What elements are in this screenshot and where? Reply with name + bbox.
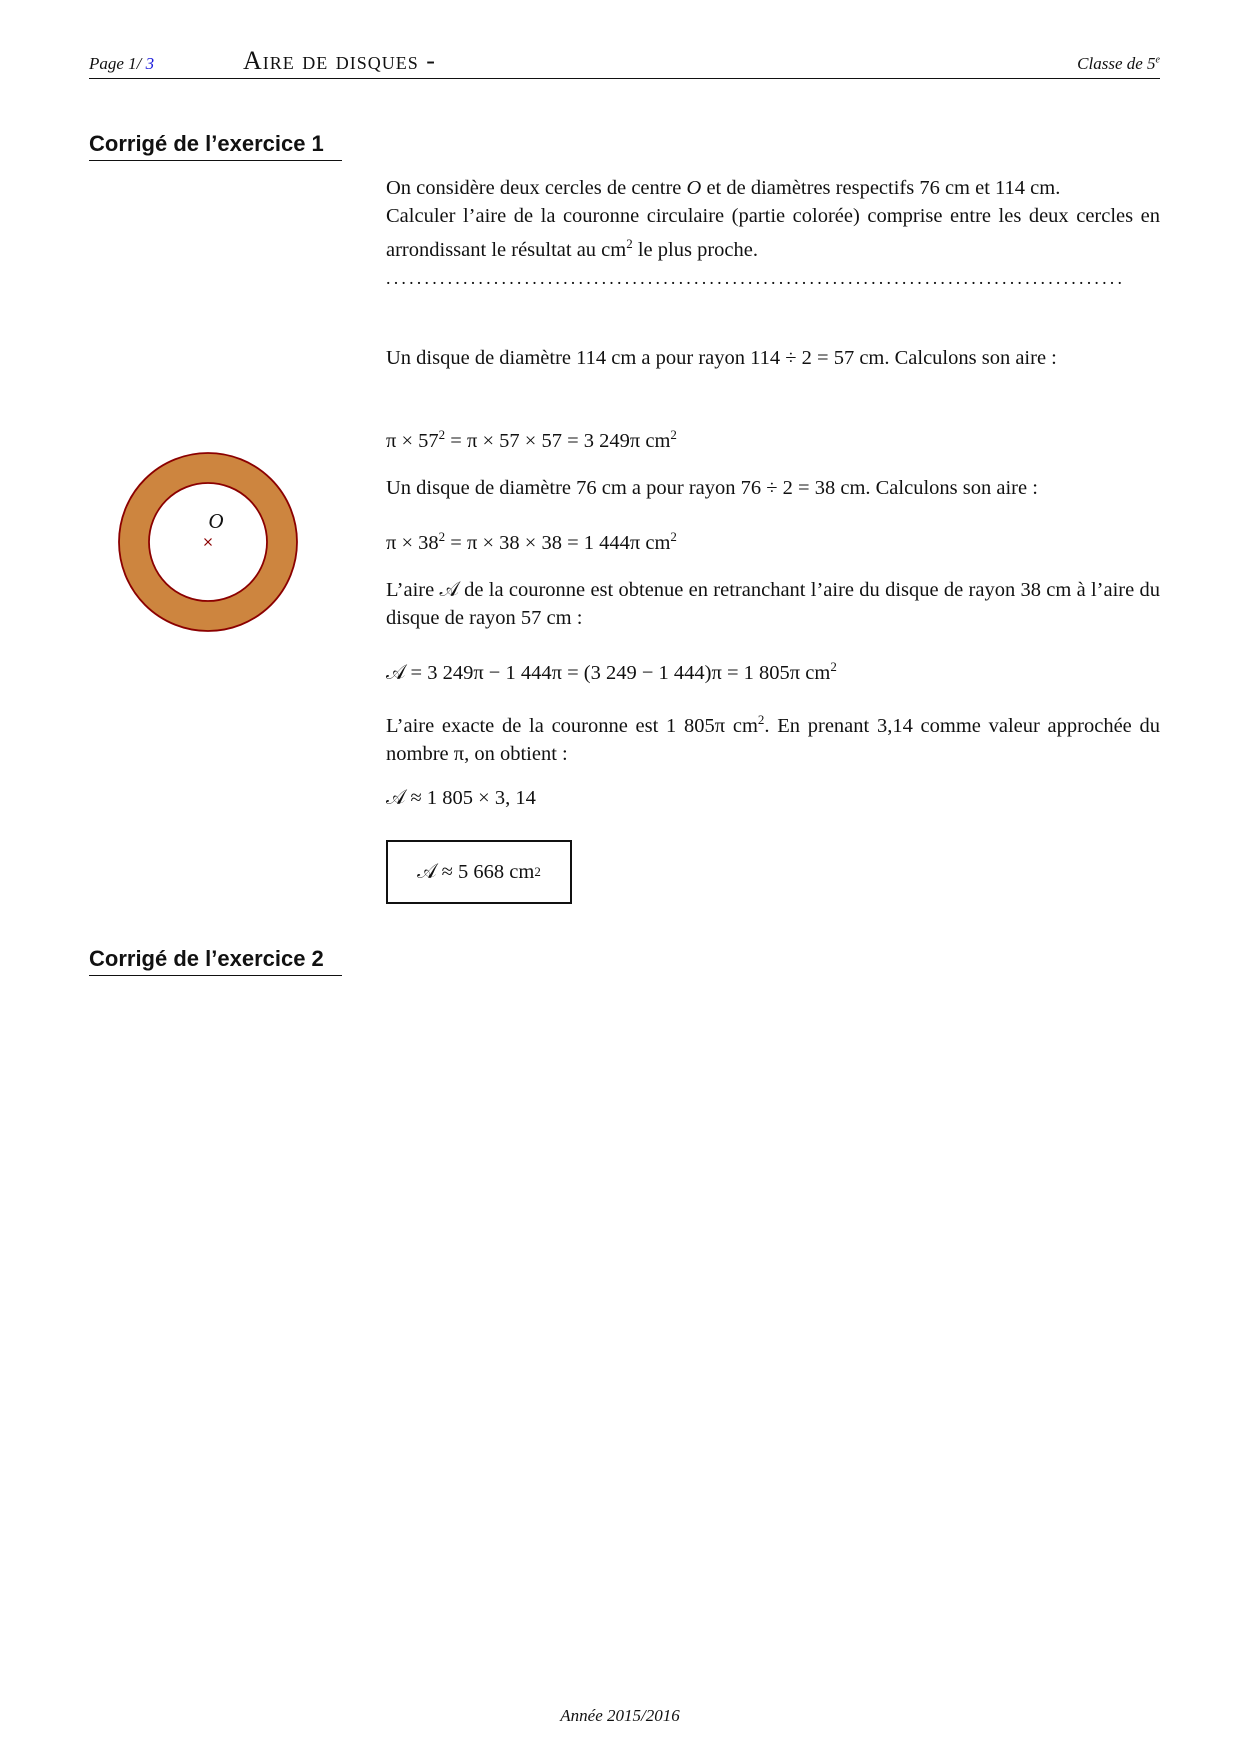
page-number	[89, 54, 154, 74]
final-result-box: 𝒜 ≈ 5 668 cm 2	[386, 840, 572, 904]
small-disk-equation: $\pi \times 38^2 = \pi \times 38 \times 38 = 1$ 444π $cm^2$	[386, 529, 677, 554]
annulus-figure	[118, 452, 298, 632]
crown-equation: 𝒜 = 3 249π − 1 444π = (3 249 − 1 444)π = 1 805π $cm^2$	[386, 659, 837, 684]
statement-paragraph: On considère deux cercles de centre O et de diamètres respectifs 76 cm et 114 cm.	[386, 177, 1061, 199]
crown-explanation: L’aire 𝒜 de la couronne est obtenue en retranchant l’aire du disque de rayon 38 cm à l’aire du disque de rayon 57 cm :	[386, 579, 1161, 629]
exercise-2-heading: Corrigé de l’exercice 2	[89, 946, 342, 976]
page-label: Page 1/	[89, 54, 142, 73]
page-footer: Année 2015/2016	[560, 1706, 680, 1725]
exercise-1-statement	[386, 174, 1160, 292]
center-label: O	[208, 509, 224, 533]
page-header	[89, 46, 1160, 79]
approx-equation: 𝒜 ≈ 1 805 × 3, 14	[386, 787, 536, 809]
exact-area-text: L’aire exacte de la couronne est 1 805π $cm^2$. En prenant 3,14 comme valeur approchée du nombre π, on obtient :	[386, 712, 1160, 765]
statement-question: Calculer l’aire de la couronne circulaire (partie colorée) comprise entre les deux cercles en arrondissant le résultat au $cm^2$ le plus proche.	[386, 205, 1160, 261]
big-disk-text: Un disque de diamètre 114 cm a pour rayon 114 ÷ 2 = 57 cm. Calculons son aire :	[386, 347, 1057, 369]
big-disk-equation: $\pi \times 57^2 = \pi \times 57 \times 57 = 3$ 249π $cm^2$	[386, 427, 677, 452]
small-disk-text: Un disque de diamètre 76 cm a pour rayon 76 ÷ 2 = 38 cm. Calculons son aire :	[386, 477, 1038, 499]
document-title: Aire de disques -	[243, 46, 436, 75]
answer-dots: ................................................................................................	[386, 267, 1126, 288]
class-label: Classe de 5e	[1077, 54, 1160, 73]
page-total-link[interactable]: 3	[145, 54, 155, 73]
exercise-1-heading: Corrigé de l’exercice 1	[89, 131, 342, 161]
center-point-mark	[205, 539, 212, 546]
